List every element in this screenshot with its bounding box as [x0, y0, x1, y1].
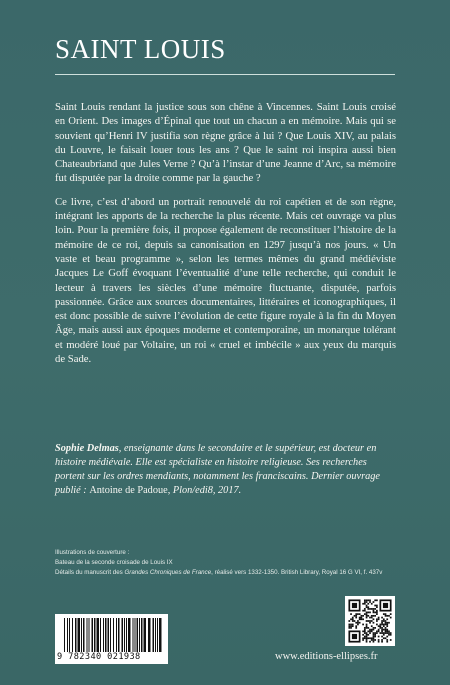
last-book-publisher: Plon/edi8, 2017.: [172, 485, 242, 496]
qr-code: [345, 596, 395, 646]
credits-manuscript-title: Grandes Chroniques de France: [124, 569, 212, 576]
isbn-barcode: [55, 614, 168, 664]
author-name: Sophie Delmas: [55, 443, 119, 454]
credits-line-post: , réalisé vers 1332-1350. British Library, Royal 16 G VI, f. 437v: [211, 569, 383, 576]
qr-code-pattern: [345, 596, 395, 646]
credits-line-pre: Détails du manuscrit des: [55, 569, 125, 576]
last-book-separator: ,: [167, 485, 173, 496]
credits-heading: Illustrations de couverture :: [55, 549, 130, 556]
illustration-credits: [55, 548, 435, 578]
last-book-title: Antoine de Padoue: [89, 485, 168, 496]
credits-line: Bateau de la seconde croisade de Louis IX: [55, 559, 173, 566]
blurb-paragraph: Ce livre, c’est d’abord un portrait renouvelé du roi capétien et de son règne, intégrant les apports de la recherche la plus récente. Mais cet ouvrage va plus loin. Pour la première fois, il propose également de reconstituer l’histoire de la mémoire de ce roi, depuis sa canonisation en 1297 jusqu’à nos jours. « Un vaste et beau programme », selon les termes mêmes du grand médiéviste Jacques Le Goff évoquant l’éventualité d’une telle recherche, qui conduit le lecteur à travers les siècles d’une mémoire fluctuante, disputée, parfois passionnée. Grâce aux sources documentaires, littéraires et iconographiques, il est donc possible de suivre l’évolution de cette figure royale à la fin du Moyen Âge, mais aussi aux époques moderne et contemporaine, un monarque tolérant et modéré loué par Voltaire, un roi « cruel et imbécile » aux yeux du marquis de Sade.: [55, 195, 396, 366]
book-title: SAINT LOUIS: [55, 34, 226, 64]
publisher-website: www.editions-ellipses.fr: [275, 651, 378, 662]
author-bio: [55, 442, 396, 498]
back-cover-blurb: [55, 100, 396, 375]
barcode-bars: [64, 618, 162, 652]
credits-line: [55, 568, 435, 578]
blurb-paragraph: Saint Louis rendant la justice sous son chêne à Vincennes. Saint Louis croisé en Orient. Des images d’Épinal que tout un chacun a en mémoire. Mais qui se souvient qu’Henri IV justifia son règne grâce à lui ? Que Louis XIV, au palais du Louvre, le faisait louer tous les ans ? Que le saint roi inspira aussi bien Chateaubriand que Jules Verne ? Qu’à l’instar d’une Jeanne d’Arc, sa mémoire fut disputée par la droite comme par la gauche ?: [55, 101, 396, 185]
barcode-digits: 9 782340 021938: [57, 652, 141, 662]
title-divider: [55, 74, 395, 75]
author-bio-text: , enseignante dans le secondaire et le supérieur, est docteur en histoire médiévale. Elle est spécialiste en histoire religieuse. Ses recherches portent sur les ordres mendiants, notamment les franciscains. Dernier ouvrage publié :: [55, 443, 380, 496]
